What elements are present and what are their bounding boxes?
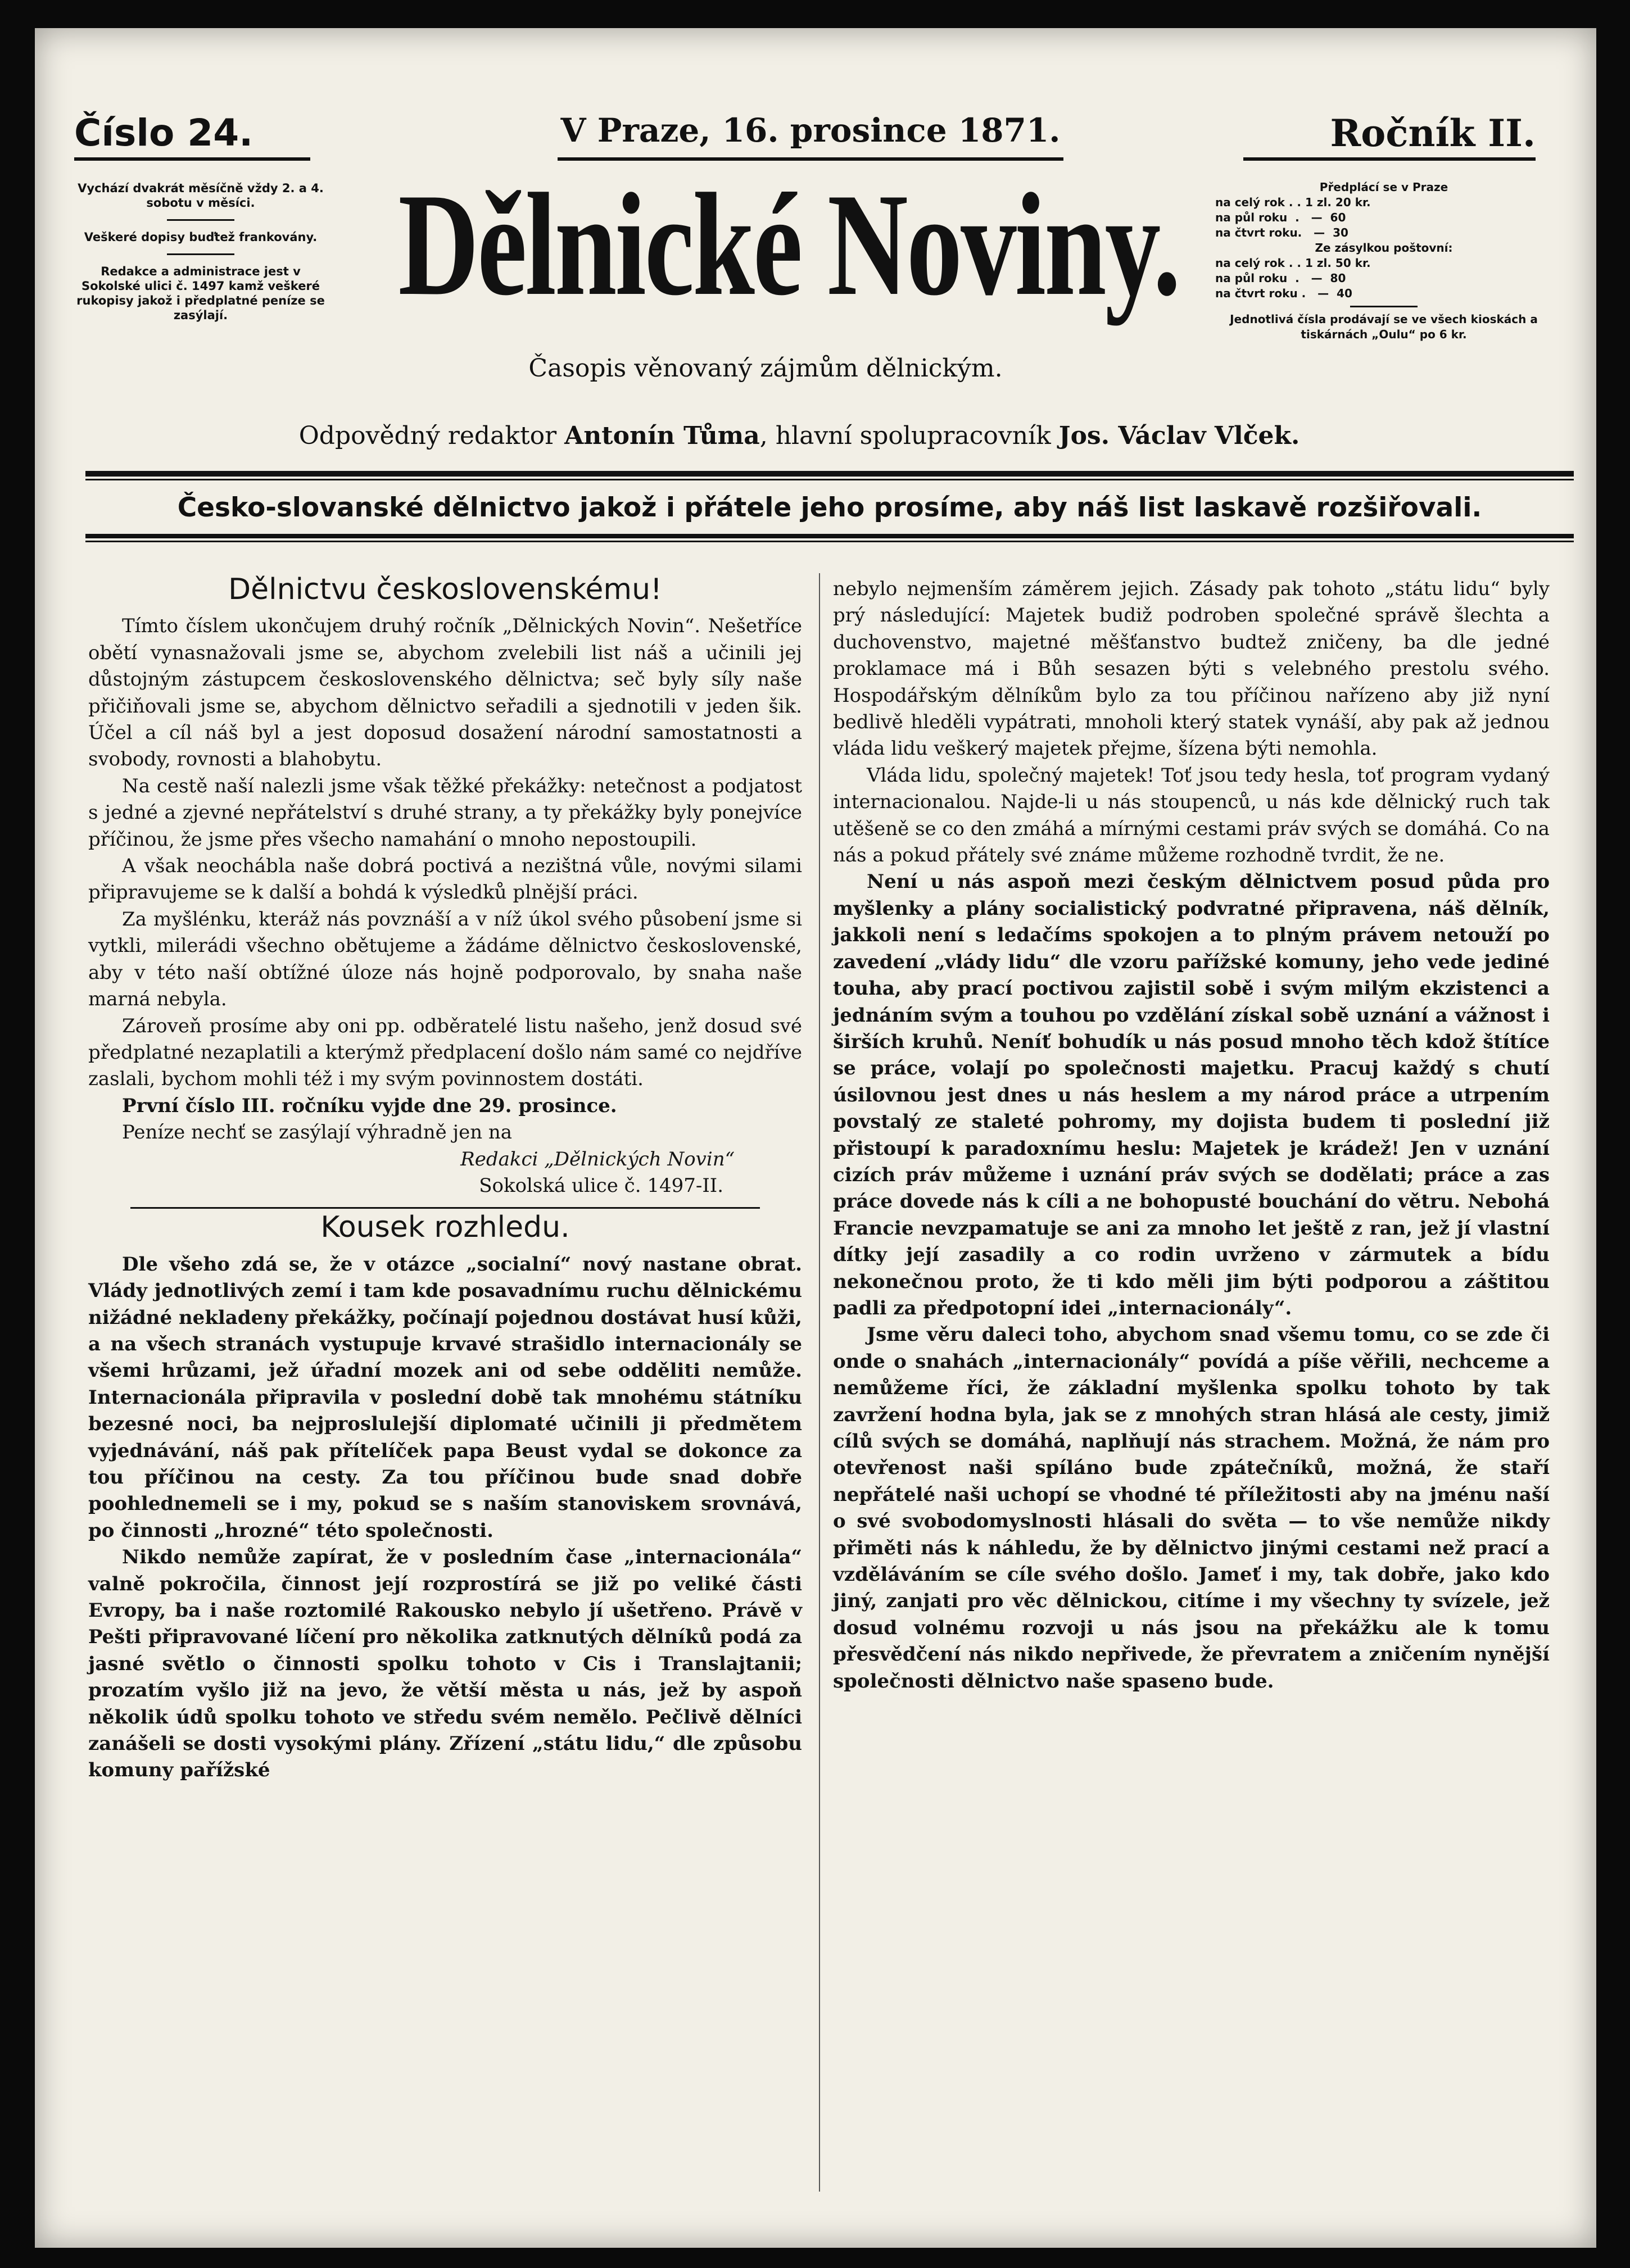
article1-paragraph: A však neochábla naše dobrá poctivá a nezištná vůle, novými silami připravujeme se k další a bohdá k výsledků plnější práci.	[88, 855, 802, 904]
right-paragraph: Vláda lidu, společný majetek! Toť jsou tedy hesla, toť program vydaný internacionalou. Najde-li u nás stoupenců, u nás kde dělnický ruch tak utěšeně se co den zmáhá a mírnými cestami práv svých se domáhá. Co na nás a pokud přátely své známe můžeme rozhodně tvrdit, že ne.	[833, 764, 1550, 867]
editor-line	[237, 421, 1361, 450]
appeal-banner: Česko-slovanské dělnictvo jakož i přátele jeho prosíme, aby náš list laskavě rozšiřovali.	[177, 492, 1482, 523]
prices-mail-heading: Ze zásylkou poštovní:	[1315, 241, 1453, 255]
editor-name: Antonín Tůma	[564, 421, 760, 450]
article1-paragraph: Tímto číslem ukončujem druhý ročník „Dělnických Novin“. Nešetříce obětí vynasnažovali jsme se, abychom zvelebili list náš a učinili jej důstojným zástupcem československého dělnictva; seč byly síly naše přičiňovali jsme se, abychom dělnictvo seřadili a sjednotili v jeden šik. Účel a cíl náš byl a jest doposud dosažení národní samostatnosti a svobody, rovnosti a blahobytu.	[88, 615, 802, 771]
price-line: na celý rok . . 1 zl. 20 kr.	[1215, 196, 1371, 209]
right-column	[833, 576, 1550, 1695]
article1-address: Sokolská ulice č. 1497-II.	[479, 1174, 723, 1197]
divider	[167, 219, 234, 221]
newspaper-page	[35, 28, 1596, 2248]
article-divider	[130, 1207, 760, 1209]
subscription-prices	[1215, 180, 1552, 342]
article1-paragraph: Na cestě naší nalezli jsme však těžké překážky: netečnost a podjatost s jedné a zjevné nepřátelství s druhé strany, a ty překážky byly ponejvíce příčinou, že jsme přes všecho namahání o mnoho nepostoupili.	[88, 774, 802, 851]
divider	[167, 253, 234, 255]
coworker-name: Jos. Václav Vlček.	[1058, 421, 1300, 450]
newspaper-subtitle: Časopis věnovaný zájmům dělnickým.	[528, 354, 1003, 383]
left-column	[88, 573, 802, 1784]
rule-top-thin	[85, 479, 1574, 480]
article2-paragraph: Dle všeho zdá se, že v otázce „socialní“ nový nastane obrat. Vlády jednotlivých zemí i tam kde posavadnímu ruchu dělnickému nižádné nekladeny překážky, počínají pojednou dostávat husí kůži, a na všech stranách vystupuje krvavé strašidlo internacionály se všemi hrůzami, jež úřadní mozek ani od sebe odděliti nemůže. Internacionála připravila v poslední době tak mnohému státníku bezesné noci, ba nejproslulejší diplomaté učinili ji předmětem vyjednávání, náš pak přítelíček papa Beust vydal se dokonce za tou příčinou na cesty. Za tou příčinou bude snad dobře poohlednemeli se i my, pokud se s naším stanoviskem srovnává, po činnosti „hrozné“ této společnosti.	[88, 1253, 802, 1542]
publication-note: Redakce a administrace jest v Sokolské ulici č. 1497 kamž veškeré rukopisy jakož i předplatné peníze se zasýlají.	[76, 265, 325, 322]
publication-notes	[74, 181, 327, 323]
article1-heading: Dělnictvu československému!	[228, 573, 662, 606]
price-line: na půl roku . — 80	[1215, 271, 1346, 285]
article2-paragraph: Nikdo nemůže zapírat, že v posledním čase „internacionála“ valně pokročila, činnost její rozprostírá se již po veliké části Evropy, ba i naše roztomilé Rakousko nebylo jí ušetřeno. Právě v Pešti připravované líčení pro několika zatknutých dělníků podá za jasné světlo o činnosti spolku tohoto v Cis i Translajtanii; prozatím vyšlo již na jevo, že větší města u nás, jež by aspoň několik údů spolku tohoto ve středu svém nemělo. Pečlivě dělníci zanášeli se dosti vysokými plány. Zřízení „státu lidu,“ dle způsobu komuny pařížské	[88, 1546, 802, 1782]
article1-paragraph: Peníze nechť se zasýlají výhradně jen na	[122, 1121, 513, 1144]
issue-date: V Praze, 16. prosince 1871.	[558, 111, 1063, 161]
rule-bottom	[85, 534, 1574, 538]
article1-paragraph: Za myšlénku, kteráž nás povznáší a v níž úkol svého působení jsme si vytkli, milerádi všechno obětujeme a žádáme dělnictvo československé, aby v této naší obtížné úloze nás hojně podporovalo, by snaha naše marná nebyla.	[88, 908, 802, 1011]
article1-paragraph: První číslo III. ročníku vyjde dne 29. prosince.	[122, 1094, 617, 1117]
editor-prefix: Odpovědný redaktor	[298, 421, 565, 450]
right-paragraph: Není u nás aspoň mezi českým dělnictvem posud půda pro myšlenky a plány socialistický podvratné připravena, náš dělník, jakkoli není s ledačíms spokojen a to plným právem netouží po zavedení „vlády lidu“ dle vzoru pařížské komuny, jeho vede jediné touha, aby prací poctivou zajistil sobě i svým milým ekzistenci a jednáním svým a touhou po vzdělání získal sobě uznání a vážnost i širších kruhů. Neníť bohudík u nás posud mnoho těch kdož štítíce se práce, volají po společnosti majetku. Pracuj každý s chutí úsilovnou jest dnes u nás heslem a my národ práce a utrpením povstalý ze staleté pohromy, my dojista budem ti poslední již přistoupí k paradoxnímu heslu: Majetek je krádež! Jen v uznání cizích práv můžeme i uznání práv svých se dodělati; práce a zas práce dovede nás k cíli a ne bohopusté bouchání do větru. Nebohá Francie nevzpamatuje se ani za mnoho let ještě z ran, jež jí vlastní dítky její zasadily a co rodin uvrženo v zármutek a bídu nekonečnou proto, že ti kdo měli jim býti podporou a záštitou padli za předpotopní idei „internacionály“.	[833, 870, 1550, 1319]
article2-heading: Kousek rozhledu.	[320, 1210, 570, 1245]
right-paragraph: Jsme věru daleci toho, abychom snad všemu tomu, co se zde či onde o snahách „internacionály“ povídá a píše věřili, nechceme a nemůžeme říci, že základní myšlenka spolku tohoto by tak zavržení hodna byla, jak se z mnohých stran hlásá ale cesty, jimiž cílů svých se domáhá, naplňují nás strachem. Možná, že nám pro otevřenost naši spíláno bude zpátečníků, možná, že staří nepřátelé naši uchopí se vhodné té příležitosti aby na jménu naší o své svobodomyslnosti hlásali do světa — to vše nemůže nikdy přiměti nás k náhledu, že by dělnictvo jinými cestami než prací a vzděláváním se cíle svého došlo. Jameť i my, tak dobře, jako kdo jiný, zanjati pro věc dělnickou, citíme i my všechny ty svízele, jež dosud volnému rozvoji u nás jsou na překážku ale k tomu přesvědčení nás nikdo nepřivede, že převratem a zničením nynější společnosti dělnictvo naše spaseno bude.	[833, 1323, 1550, 1693]
rule-top	[85, 471, 1574, 477]
volume-number: Ročník II.	[1243, 111, 1536, 161]
price-line: na čtvrt roku . — 40	[1215, 287, 1352, 300]
issue-number: Číslo 24.	[74, 111, 310, 161]
publication-note: Vychází dvakrát měsíčně vždy 2. a 4. sobotu v měsíci.	[78, 182, 324, 210]
divider	[1350, 306, 1418, 307]
rule-bottom-thin	[85, 541, 1574, 542]
newspaper-title: Dělnické Noviny.	[398, 163, 1179, 326]
editor-mid: , hlavní spolupracovník	[759, 421, 1059, 450]
article1-paragraph: Zároveň prosíme aby oni pp. odběratelé listu našeho, jenž dosud své předplatné nezaplatili a kterýmž předplacení došlo nám samé co nejdříve zaslali, bychom mohli též i my svým povinnostem dostáti.	[88, 1014, 802, 1091]
prices-heading: Předplácí se v Praze	[1319, 180, 1448, 194]
article1-address: Redakci „Dělnických Novin“	[460, 1147, 735, 1171]
right-paragraph: nebylo nejmenším záměrem jejich. Zásady pak tohoto „státu lidu“ byly prý následující: Majetek budiž podroben společné správě šlechta a duchovenstvo, majetné měšťanstvo budtež zničeny, ba dle jedné proklamace má i Bůh sesazen býti s velebného prestolu svého. Hospodářským dělníkům bylo za tou příčinou nařízeno aby již nyní bedlivě hleděli vypátrati, mnoholi který statek vynáší, aby pak až jednou vláda lidu veškerý majetek přejme, šízena býti nemohla.	[833, 578, 1550, 760]
publication-note: Veškeré dopisy buďtež frankovány.	[84, 230, 318, 244]
column-separator	[819, 573, 820, 2192]
prices-footnote: Jednotlivá čísla prodávají se ve všech kioskách a tiskárnách „Oulu“ po 6 kr.	[1230, 312, 1538, 341]
price-line: na půl roku . — 60	[1215, 211, 1346, 224]
price-line: na celý rok . . 1 zl. 50 kr.	[1215, 256, 1371, 270]
price-line: na čtvrt roku. — 30	[1215, 226, 1348, 239]
